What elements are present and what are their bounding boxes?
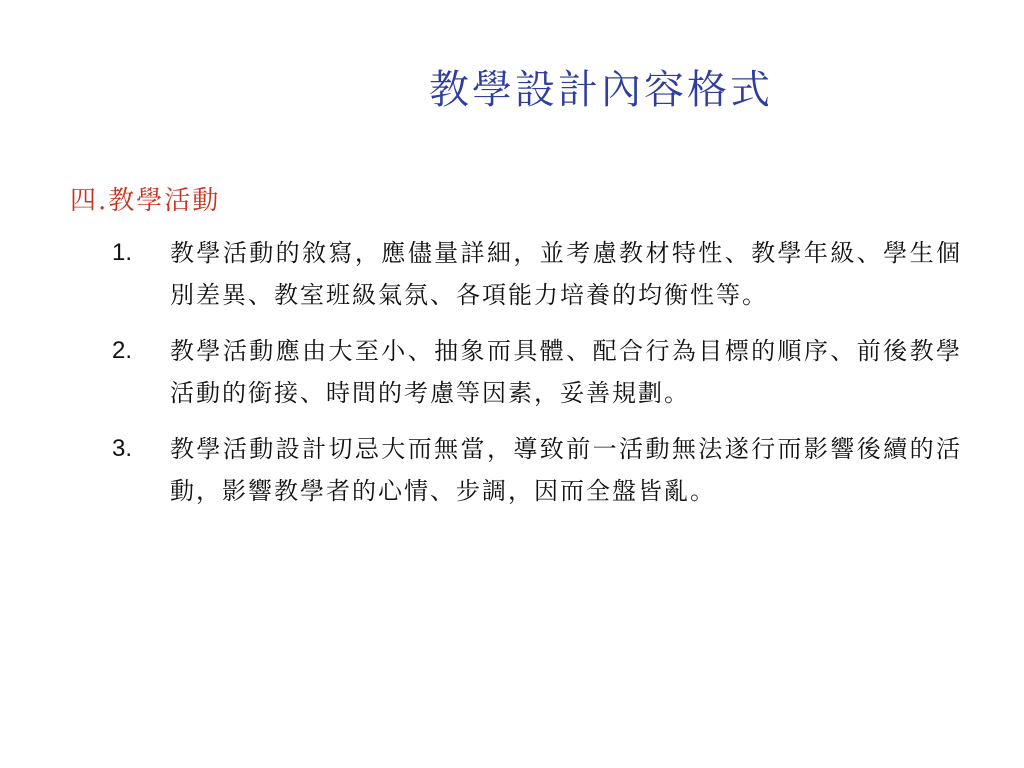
list-item-number: 1. [112,239,133,266]
list-item-number: 3. [112,435,133,462]
section-heading: 四.教學活動 [70,186,221,216]
activity-list [112,232,962,526]
list-item-text: 教學活動設計切忌大而無當，導致前一活動無法遂行而影響後續的活動，影響教學者的心情、步調，因而全盤皆亂。 [170,435,962,505]
list-item-number: 2. [112,337,133,364]
list-item-text: 教學活動的敘寫，應儘量詳細，並考慮教材特性、教學年級、學生個別差異、教室班級氣氛、各項能力培養的均衡性等。 [170,239,962,309]
list-item-text: 教學活動應由大至小、抽象而具體、配合行為目標的順序、前後教學活動的銜接、時間的考慮等因素，妥善規劃。 [170,337,962,407]
list-item [112,232,962,316]
slide-title: 教學設計內容格式 [429,67,773,113]
list-item [112,428,962,512]
list-item [112,330,962,414]
